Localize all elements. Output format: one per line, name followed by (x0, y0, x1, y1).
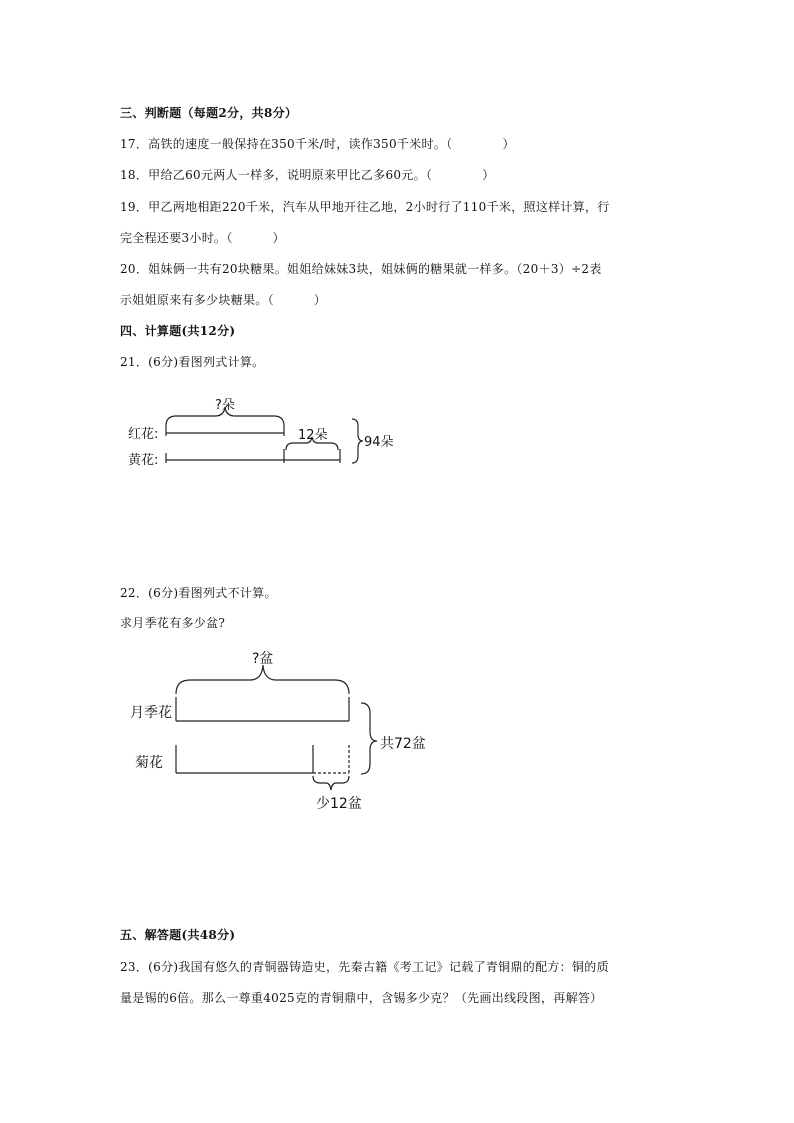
brace-total-22 (361, 703, 377, 774)
rose-segment (176, 697, 349, 721)
section-title-judgment: 三、判断题（每题2分，共8分） (120, 106, 298, 120)
question-18-text: 18．甲给乙60元两人一样多，说明原来甲比乙多60元。（ (120, 168, 433, 182)
rose-label: 月季花 (130, 705, 172, 721)
diagram-22-diff-label: 少12盆 (316, 796, 362, 812)
question-20-line1: 20．姐妹俩一共有20块糖果。姐姐给妹妹3块，姐妹俩的糖果就一样多。（20＋3）÷2表 (120, 262, 602, 276)
red-flower-label: 红花: (128, 427, 159, 442)
question-19-line2: 完全程还要3小时。（ ） (120, 231, 285, 245)
question-19-line1: 19．甲乙两地相距220千米，汽车从甲地开往乙地，2小时行了110千米，照这样计算，行 (120, 200, 610, 214)
diagram-21-diff-label: 12朵 (298, 428, 328, 443)
question-18: 18．甲给乙60元两人一样多，说明原来甲比乙多60元。（ ） (120, 168, 495, 182)
diagram-22-total-label: 共72盆 (380, 736, 426, 752)
section-title-calculation: 四、计算题(共12分) (120, 324, 236, 338)
diagram-21-total-label: 94朵 (364, 435, 394, 450)
question-17: 17．高铁的速度一般保持在350千米/时，读作350千米时。（ ） (120, 137, 515, 151)
diagram-21-question-label: ?朵 (215, 398, 235, 413)
section-title-solving: 五、解答题(共48分) (120, 928, 236, 942)
chrysanthemum-label: 菊花 (135, 755, 163, 771)
question-23-line2: 量是锡的6倍。那么一尊重4025克的青铜鼎中，含锡多少克？（先画出线段图，再解答） (120, 991, 603, 1005)
question-22-text: 22．(6分)看图列式不计算。 (120, 586, 277, 600)
question-20-line2: 示姐姐原来有多少块糖果。（ ） (120, 293, 327, 307)
diagram-22-question-label: ?盆 (252, 651, 274, 667)
question-23-line1: 23．(6分)我国有悠久的青铜器铸造史，先秦古籍《考工记》记载了青铜鼎的配方：铜的质 (120, 960, 609, 974)
question-21-text: 21．(6分)看图列式计算。 (120, 355, 265, 369)
question-22-subtext: 求月季花有多少盆? (120, 616, 226, 630)
question-17-text: 17．高铁的速度一般保持在350千米/时，读作350千米时。（ (120, 137, 453, 151)
chrysanthemum-segment (176, 745, 349, 773)
brace-diff-22 (313, 776, 349, 790)
yellow-flower-label: 黄花: (128, 453, 159, 468)
brace-question-22 (176, 665, 349, 694)
